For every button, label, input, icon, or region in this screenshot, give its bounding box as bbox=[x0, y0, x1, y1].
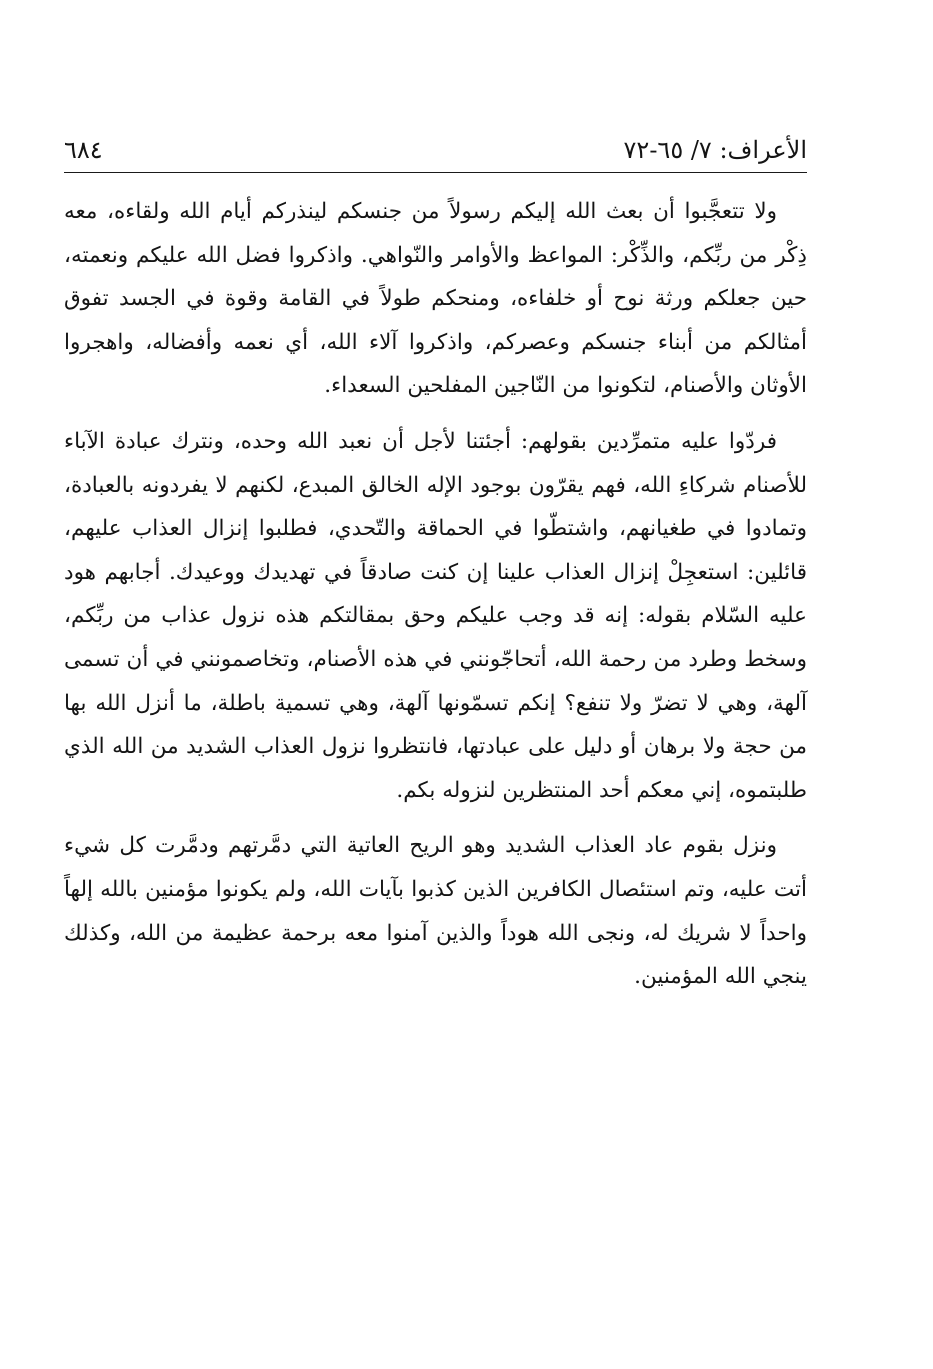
page-header bbox=[64, 118, 807, 173]
chapter-reference: الأعراف: ٧/ ٦٥-٧٢ bbox=[623, 136, 807, 164]
paragraph-3: ونزل بقوم عاد العذاب الشديد وهو الريح العاتية التي دمَّرتهم ودمَّرت كل شيء أتت عليه، وتم استئصال الكافرين الذين كذبوا بآيات الله، ولم يكونوا مؤمنين بالله إلهاً واحداً لا شريك له، ونجى الله هوداً والذين آمنوا معه برحمة عظيمة من الله، وكذلك ينجي الله المؤمنين. bbox=[64, 833, 807, 990]
page-number: ٦٨٤ bbox=[64, 136, 103, 164]
paragraph-2: فردّوا عليه متمرِّدين بقولهم: أجئتنا لأجل أن نعبد الله وحده، ونترك عبادة الآباء للأصنام شركاءِ الله، فهم يقرّون بوجود الإله الخالق المبدع، لكنهم لا يفردونه بالعبادة، وتمادوا في طغيانهم، واشتطّوا في الحماقة والتّحدي، فطلبوا إنزال العذاب عليهم، قائلين: استعجِلْ إنزال العذاب علينا إن كنت صادقاً في تهديدك ووعيدك. أجابهم هود عليه السّلام بقوله: إنه قد وجب عليكم وحق بمقالتكم هذه نزول عذاب من ربِّكم، وسخط وطرد من رحمة الله، أتحاجّونني في هذه الأصنام، وتخاصمونني في أن تسمى آلهة، وهي لا تضرّ ولا تنفع؟ إنكم تسمّونها آلهة، وهي تسمية باطلة، ما أنزل الله بها من حجة ولا برهان أو دليل على عبادتها، فانتظروا نزول العذاب الشديد من الله الذي طلبتموه، إني معكم أحد المنتظرين لنزوله بكم. bbox=[64, 428, 807, 803]
paragraph-1: ولا تتعجَّبوا أن بعث الله إليكم رسولاً من جنسكم لينذركم أيام الله ولقاءه، معه ذِكْر من ربِّكم، والذِّكْر: المواعظ والأوامر والنّواهي. واذكروا فضل الله عليكم ونعمته، حين جعلكم ورثة نوح أو خلفاءه، ومنحكم طولاً في القامة وقوة في الجسد تفوق أمثالكم من أبناء جنسكم وعصركم، واذكروا آلاء الله، أي نعمه وأفضاله، واهجروا الأوثان والأصنام، لتكونوا من النّاجين المفلحين السعداء. bbox=[64, 199, 807, 399]
page-body bbox=[64, 190, 807, 1011]
